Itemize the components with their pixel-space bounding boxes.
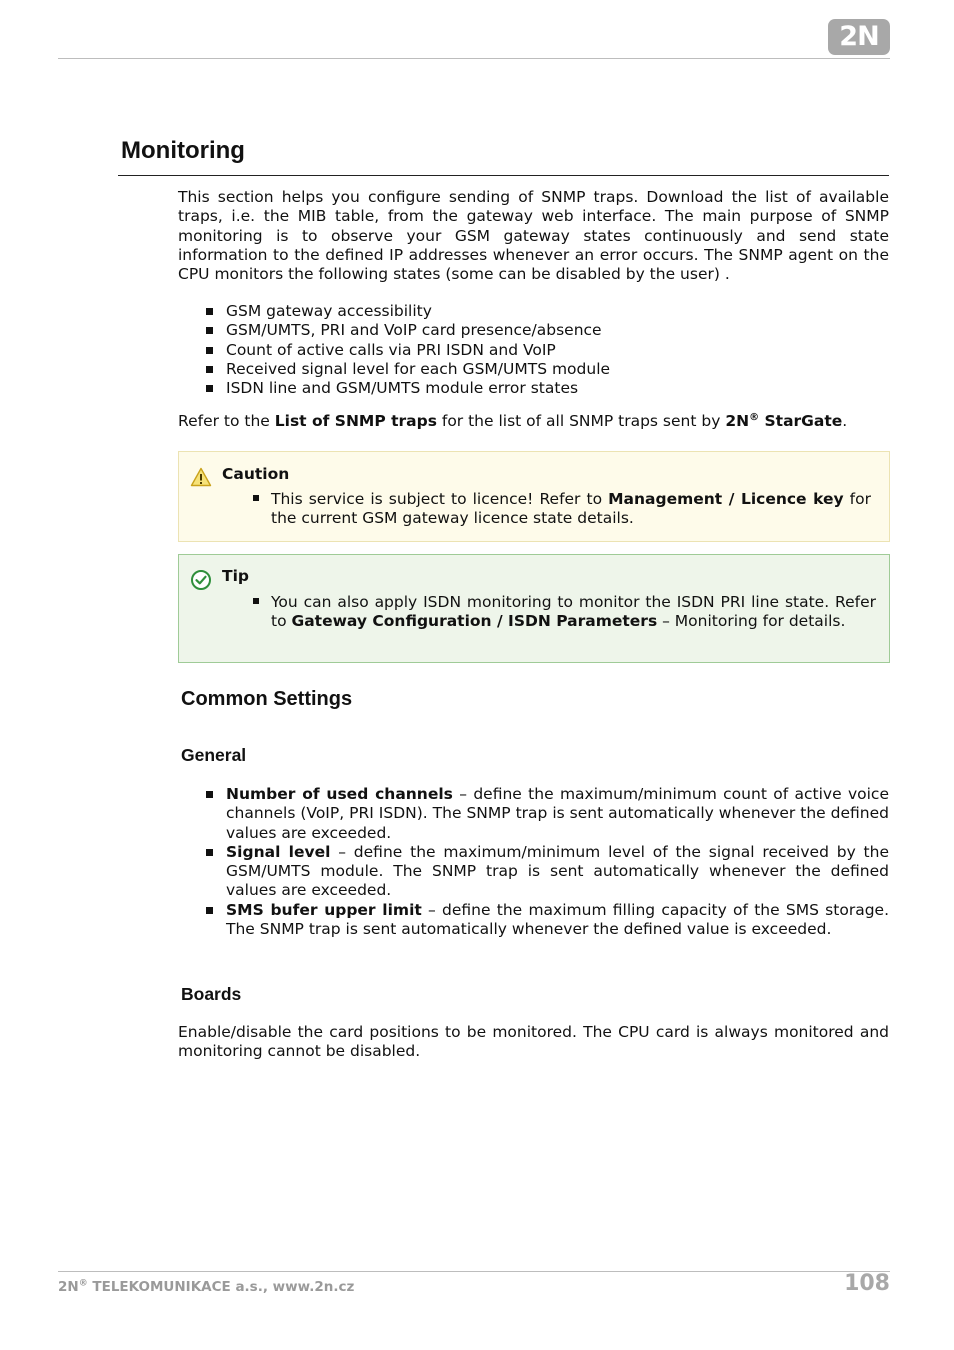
isdn-parameters-link[interactable]: Gateway Configuration / ISDN Parameters bbox=[291, 612, 658, 631]
setting-term: Number of used channels bbox=[226, 785, 453, 803]
caution-text-before: This service is subject to licence! Refer to bbox=[271, 490, 609, 508]
footer-company bbox=[58, 1279, 354, 1295]
caution-item bbox=[253, 490, 871, 529]
title-underline bbox=[118, 175, 889, 176]
refer-suffix: . bbox=[842, 412, 848, 430]
setting-term: SMS bufer upper limit bbox=[226, 900, 422, 919]
tip-item bbox=[253, 593, 876, 632]
general-settings-list bbox=[206, 785, 889, 939]
boards-heading: Boards bbox=[181, 984, 242, 1004]
caution-box bbox=[178, 451, 890, 542]
list-item: GSM gateway accessibility bbox=[206, 302, 889, 321]
tip-text-before: You can also apply ISDN monitoring to monitor the ISDN PRI line state. Refer to bbox=[271, 593, 876, 631]
list-item: GSM/UMTS, PRI and VoIP card presence/absence bbox=[206, 321, 889, 340]
licence-key-link[interactable]: Management / Licence key bbox=[608, 490, 844, 508]
warning-triangle-icon bbox=[190, 467, 212, 487]
refer-paragraph bbox=[178, 412, 889, 431]
page-number: 108 bbox=[844, 1271, 890, 1296]
setting-description: – define the maximum/minimum count of active voice channels (VoIP, PRI ISDN). The SNMP trap is sent automatically whenever the defined values are exceeded. bbox=[226, 785, 889, 842]
caution-text-after: for the current GSM gateway licence state details. bbox=[271, 490, 871, 528]
brand-name: 2N bbox=[725, 412, 750, 430]
company-logo: 2N bbox=[828, 19, 890, 55]
page-title: Monitoring bbox=[121, 137, 245, 164]
list-item: Count of active calls via PRI ISDN and VoIP bbox=[206, 341, 889, 360]
setting-description: – define the maximum/minimum level of the signal received by the GSM/UMTS module. The SNMP trap is sent automatically whenever the defined values are exceeded. bbox=[226, 842, 889, 900]
caution-heading: Caution bbox=[222, 465, 290, 483]
list-item: Received signal level for each GSM/UMTS module bbox=[206, 360, 889, 379]
list-item bbox=[206, 843, 889, 901]
footer-divider bbox=[58, 1271, 890, 1272]
footer-brand: 2N bbox=[58, 1279, 79, 1295]
boards-paragraph: Enable/disable the card positions to be monitored. The CPU card is always monitored and monitoring cannot be disabled. bbox=[178, 1023, 889, 1061]
tip-list bbox=[253, 593, 876, 632]
tip-box bbox=[178, 554, 890, 663]
setting-description: – define the maximum filling capacity of the SMS storage. The SNMP trap is sent automatically whenever the defined value is exceeded. bbox=[226, 900, 889, 939]
tip-heading: Tip bbox=[222, 567, 249, 585]
header-divider bbox=[58, 58, 890, 59]
product-name: StarGate bbox=[759, 412, 843, 430]
registered-mark: ® bbox=[749, 411, 760, 423]
snmp-traps-link[interactable]: List of SNMP traps bbox=[274, 412, 437, 430]
tip-text-after: – Monitoring for details. bbox=[657, 612, 846, 631]
intro-paragraph: This section helps you configure sending of SNMP traps. Download the list of available traps, i.e. the MIB table, from the gateway web interface. The main purpose of SNMP monitoring is to observe your GSM gateway states continuously and send state information to the defined IP addresses whenever an error occurs. The SNMP agent on the CPU monitors the following states (some can be disabled by the user) . bbox=[178, 188, 889, 284]
monitored-states-list bbox=[206, 302, 889, 398]
check-circle-icon bbox=[190, 569, 212, 591]
footer-company-text: TELEKOMUNIKACE a.s., www.2n.cz bbox=[87, 1279, 355, 1295]
common-settings-heading: Common Settings bbox=[181, 688, 353, 710]
general-heading: General bbox=[181, 745, 247, 765]
refer-middle: for the list of all SNMP traps sent by bbox=[436, 412, 726, 430]
setting-term: Signal level bbox=[226, 842, 331, 861]
list-item bbox=[206, 901, 889, 940]
refer-prefix: Refer to the bbox=[178, 412, 275, 430]
list-item bbox=[206, 785, 889, 843]
list-item: ISDN line and GSM/UMTS module error states bbox=[206, 379, 889, 398]
caution-list bbox=[253, 490, 871, 529]
footer-registered-mark: ® bbox=[78, 1278, 88, 1289]
